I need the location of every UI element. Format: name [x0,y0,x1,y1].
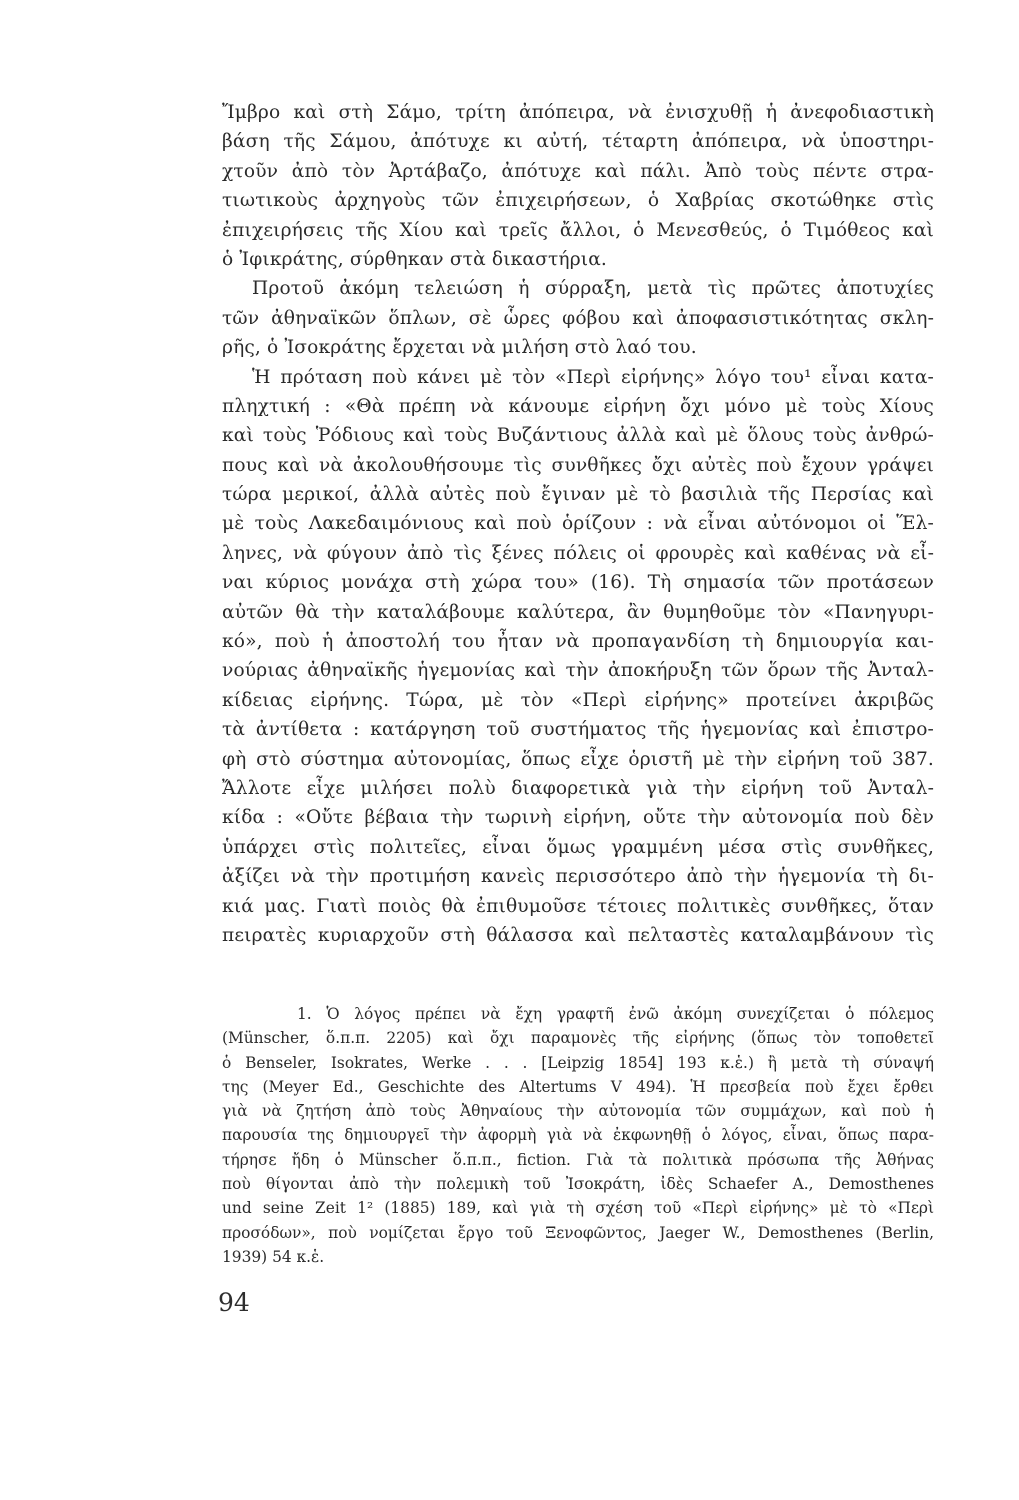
text-line: βάση τῆς Σάμου, ἀπότυχε κι αὐτή, τέταρτη ἀπόπειρα, νὰ ὑποστηρι- [222,131,934,153]
text-line: χτοῦν ἀπὸ τὸν Ἀρτάβαζο, ἀπότυχε καὶ πάλι. Ἀπὸ τοὺς πέντε στρα- [222,160,934,182]
footnote-line: 1. Ὁ λόγος πρέπει νὰ ἔχη γραφτῆ ἐνῶ ἀκόμη συνεχίζεται ὁ πόλεμος [297,1005,934,1023]
footnote-line: της (Meyer Ed., Geschichte des Altertums V 494). Ἡ πρεσβεία ποὺ ἔχει ἔρθει [222,1077,934,1096]
text-line: ληνες, νὰ φύγουν ἀπὸ τὶς ξένες πόλεις οἱ φρουρὲς καὶ καθένας νὰ εἶ- [222,542,934,564]
text-line: ρῆς, ὁ Ἰσοκράτης ἔρχεται νὰ μιλήση στὸ λαό του. [222,337,697,359]
footnote-line: und seine Zeit 1² (1885) 189, καὶ γιὰ τὴ σχέση τοῦ «Περὶ εἰρήνης» μὲ τὸ «Περὶ [222,1199,934,1218]
text-line: τὰ ἀντίθετα : κατάργηση τοῦ συστήματος τῆς ἡγεμονίας καὶ ἐπιστρο- [222,719,934,741]
text-line: πους καὶ νὰ ἀκολουθήσουμε τὶς συνθῆκες ὄχι αὐτὲς ποὺ ἔχουν γράψει [222,454,934,476]
text-line: τῶν ἀθηναϊκῶν ὅπλων, σὲ ὧρες φόβου καὶ ἀποφασιστικότητας σκλη- [222,307,934,329]
text-line: Ἄλλοτε εἶχε μιλήσει πολὺ διαφορετικὰ γιὰ τὴν εἰρήνη τοῦ Ἀνταλ- [222,777,934,799]
text-line: τώρα μερικοί, ἀλλὰ αὐτὲς ποὺ ἔγιναν μὲ τὸ βασιλιὰ τῆς Περσίας καὶ [222,484,934,506]
footnote-line: τήρησε ἤδη ὁ Münscher ὅ.π.π., fiction. Γιὰ τὰ πολιτικὰ πρόσωπα τῆς Ἀθήνας [222,1150,934,1169]
main-body-text [222,98,934,950]
footnote-line: (Münscher, ὅ.π.π. 2205) καὶ ὄχι παραμονὲς τῆς εἰρήνης (ὅπως τὸν τοποθετεῖ [222,1029,934,1048]
footnote-line: γιὰ νὰ ζητήση ἀπὸ τοὺς Ἀθηναίους τὴν αὐτονομία τῶν συμμάχων, καὶ ποὺ ἡ [222,1102,934,1121]
text-line: κιά μας. Γιατὶ ποιὸς θὰ ἐπιθυμοῦσε τέτοιες πολιτικὲς συνθῆκες, ὅταν [222,895,934,917]
footnote-line: 1939) 54 κ.ἑ. [222,1247,325,1266]
text-line: μὲ τοὺς Λακεδαιμόνιους καὶ ποὺ ὁρίζουν : νὰ εἶναι αὐτόνομοι οἱ Ἕλ- [222,513,934,535]
text-line: κό», ποὺ ἡ ἀποστολή του ἦταν νὰ προπαγανδίση τὴ δημιουργία και- [222,631,934,653]
text-line: κίδειας εἰρήνης. Τώρα, μὲ τὸν «Περὶ εἰρήνης» προτείνει ἀκριβῶς [222,689,934,711]
text-line: φὴ στὸ σύστημα αὐτονομίας, ὅπως εἶχε ὁριστῆ μὲ τὴν εἰρήνη τοῦ 387. [222,748,934,770]
text-line: πληχτική : «Θὰ πρέπη νὰ κάνουμε εἰρήνη ὄχι μόνο μὲ τοὺς Χίους [222,395,934,417]
text-line: ἀξίζει νὰ τὴν προτιμήση κανεὶς περισσότερο ἀπὸ τὴν ἡγεμονία τὴ δι- [222,866,934,888]
text-line: ἐπιχειρήσεις τῆς Χίου καὶ τρεῖς ἄλλοι, ὁ Μενεσθεύς, ὁ Τιμόθεος καὶ [222,219,934,241]
text-line: ναι κύριος μονάχα στὴ χώρα του» (16). Τὴ σημασία τῶν προτάσεων [222,572,934,594]
footnote-line: ποὺ θίγονται ἀπὸ τὴν πολεμικὴ τοῦ Ἰσοκράτη, ἰδὲς Schaefer A., Demosthenes [222,1175,934,1194]
text-line: ὑπάρχει στὶς πολιτεῖες, εἶναι ὅμως γραμμένη μέσα στὶς συνθῆκες, [222,836,934,858]
text-line: Ἡ πρόταση ποὺ κάνει μὲ τὸν «Περὶ εἰρήνης» λόγο του¹ εἶναι κατα- [252,366,934,388]
text-line: Προτοῦ ἀκόμη τελειώση ἡ σύρραξη, μετὰ τὶς πρῶτες ἀποτυχίες [252,278,934,300]
text-line: πειρατὲς κυριαρχοῦν στὴ θάλασσα καὶ πελταστὲς καταλαμβάνουν τὶς [222,924,934,946]
text-line: αὐτῶν θὰ τὴν καταλάβουμε καλύτερα, ἂν θυμηθοῦμε τὸν «Πανηγυρι- [222,601,934,623]
page-number: 94 [218,1288,250,1317]
text-line: ὁ Ἰφικράτης, σύρθηκαν στὰ δικαστήρια. [222,248,607,270]
text-line: καὶ τοὺς Ῥόδιους καὶ τοὺς Βυζάντιους ἀλλὰ καὶ μὲ ὅλους τοὺς ἀνθρώ- [222,425,934,447]
text-line: τιωτικοὺς ἀρχηγοὺς τῶν ἐπιχειρήσεων, ὁ Χαβρίας σκοτώθηκε στὶς [222,190,934,212]
text-line: Ἴμβρο καὶ στὴ Σάμο, τρίτη ἀπόπειρα, νὰ ἐνισχυθῇ ἡ ἀνεφοδιαστικὴ [222,102,934,123]
footnote-line: παρουσία της δημιουργεῖ τὴν ἀφορμὴ γιὰ νὰ ἐκφωνηθῇ ὁ λόγος, εἶναι, ὅπως παρα- [222,1126,934,1145]
footnote-line: ὁ Benseler, Isokrates, Werke . . . [Leipzig 1854] 193 κ.ἑ.) ἢ μετὰ τὴ σύναψή [222,1053,934,1072]
footnote-line: προσόδων», ποὺ νομίζεται ἔργο τοῦ Ξενοφῶντος, Jaeger W., Demosthenes (Berlin, [222,1223,934,1242]
text-line: νούριας ἀθηναϊκῆς ἡγεμονίας καὶ τὴν ἀποκήρυξη τῶν ὅρων τῆς Ἀνταλ- [222,660,934,682]
footnotes [222,1002,934,1269]
text-line: κίδα : «Οὔτε βέβαια τὴν τωρινὴ εἰρήνη, οὔτε τὴν αὐτονομία ποὺ δὲν [222,807,934,829]
